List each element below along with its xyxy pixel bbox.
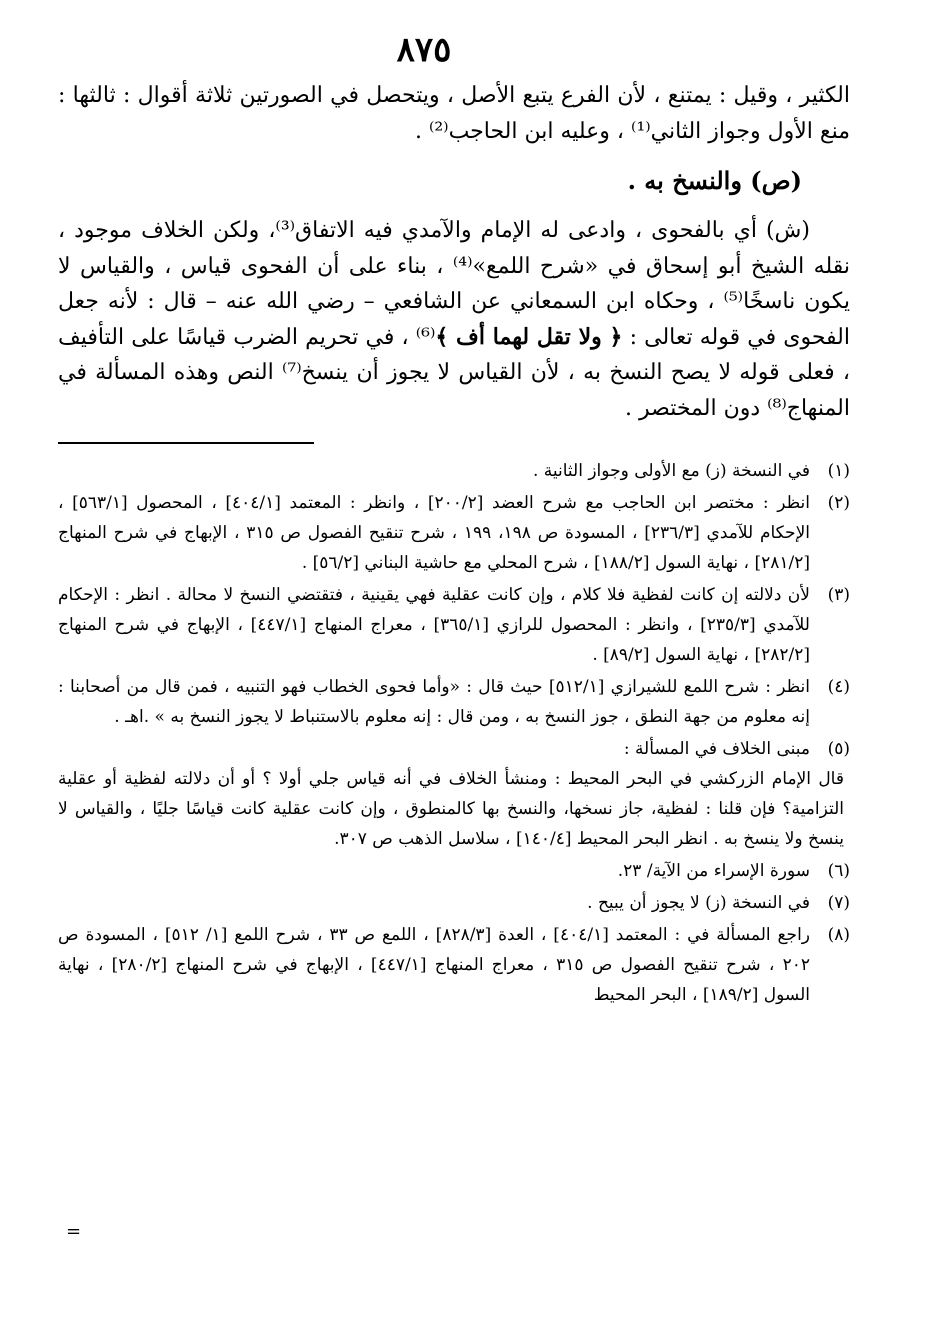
section-heading: (ص) والنسخ به . [627, 166, 802, 195]
footnote-quotation: قال الإمام الزركشي في البحر المحيط : ومنشأ الخلاف في أنه قياس جلي أولا ؟ أو أن دلالته لفظية أو عقلية التزامية؟ فإن قلنا : لفظية، جاز نسخها، والنسخ بها كالمنطوق ، وإن كانت عقلية كانت قياسًا جليًا ، والقياس لا ينسخ ولا ينسخ به . انظر البحر المحيط [١٤٠/٤] ، سلاسل الذهب ص ٣٠٧. [58, 769, 844, 849]
footnote-number: (٣) [827, 585, 850, 605]
footnote-text: في النسخة (ز) لا يجوز أن يبيح . [587, 893, 810, 913]
footnote-number: (٧) [827, 893, 850, 913]
footnote-number: (٢) [827, 493, 850, 513]
footnote-8 [58, 920, 850, 1010]
footnote-text: راجع المسألة في : المعتمد [٤٠٤/١] ، العدة [٨٢٨/٣] ، اللمع ص ٣٣ ، شرح اللمع [١/ ٥١٢] ، المسودة ص ٢٠٢ ، شرح تنقيح الفصول ص ٣١٥ ، معراج المنهاج [٤٤٧/١] ، الإبهاج في شرح المنهاج [٢٨٠/٢] ، نهاية السول [١٨٩/٢] ، البحر المحيط [58, 925, 811, 1005]
paragraph-2 [58, 213, 850, 426]
continuation-mark: = [66, 1221, 82, 1242]
footnote-number: (٦) [827, 861, 850, 881]
footnote-text: سورة الإسراء من الآية/ ٢٣. [617, 861, 810, 881]
footnote-text: في النسخة (ز) مع الأولى وجواز الثانية . [532, 461, 810, 481]
footnote-number: (١) [827, 461, 850, 481]
paragraph-2-part-1: (ش) أي بالفحوى ، وادعى له الإمام والآمدي فيه الاتفاق⁽³⁾، ولكن الخلاف موجود ، نقله الشيخ أبو إسحاق في «شرح اللمع»⁽⁴⁾ ، بناء على أن الفحوى قياس ، والقياس لا يكون ناسخًا⁽⁵⁾ ، وحكاه ابن السمعاني عن الشافعي – رضي الله عنه – قال : لأنه جعل الفحوى في قوله تعالى : [58, 218, 850, 350]
footnote-7 [58, 888, 850, 918]
footnote-separator [58, 442, 314, 444]
paragraph-2-part-2: ⁽⁶⁾ ، في تحريم الضرب قياسًا على التأفيف ، فعلى قوله لا يصح النسخ به ، لأن القياس لا يجوز أن ينسخ⁽⁷⁾ النص وهذه المسألة في المنهاج⁽⁸⁾ دون المختصر . [58, 324, 850, 421]
footnote-number: (٨) [827, 925, 850, 945]
page-number: ٨٧٥ [396, 30, 452, 70]
footnote-number: (٤) [827, 677, 850, 697]
footnote-text: انظر : شرح اللمع للشيرازي [٥١٢/١] حيث قال : «وأما فحوى الخطاب فهو التنبيه ، فمن قال من أصحابنا : إنه معلوم من جهة النطق ، جوز النسخ به ، ومن قال : إنه معلوم بالاستنباط لا يجوز النسخ به » .اهـ . [58, 677, 810, 727]
footnote-2 [58, 488, 850, 578]
footnote-text: لأن دلالته إن كانت لفظية فلا كلام ، وإن كانت عقلية فهي يقينية ، فتقتضي النسخ لا محالة . انظر : الإحكام للآمدي [٢٣٥/٣] ، وانظر : المحصول للرازي [٣٦٥/١] ، معراج المنهاج [٤٤٧/١] ، الإبهاج في شرح المنهاج [٢٨٢/٢] ، نهاية السول [٨٩/٢] . [58, 585, 810, 665]
footnote-6 [58, 856, 850, 886]
footnote-number: (٥) [827, 739, 850, 759]
quran-verse: ﴿ ولا تقل لهما أف ﴾ [435, 323, 623, 350]
paragraph-1: الكثير ، وقيل : يمتنع ، لأن الفرع يتبع الأصل ، ويتحصل في الصورتين ثلاثة أقوال : ثالثها : منع الأول وجواز الثاني⁽¹⁾ ، وعليه ابن الحاجب⁽²⁾ . [58, 83, 850, 144]
footnote-5 [58, 734, 850, 854]
page-body [58, 30, 850, 1012]
footnote-4 [58, 672, 850, 732]
footnote-3 [58, 580, 850, 670]
footnote-1 [58, 456, 850, 486]
footnote-text: مبنى الخلاف في المسألة : [623, 739, 810, 759]
footnote-text: انظر : مختصر ابن الحاجب مع شرح العضد [٢٠٠/٢] ، وانظر : المعتمد [٤٠٤/١] ، المحصول [٥٦٣/١] ، الإحكام للآمدي [٢٣٦/٣] ، المسودة ص ١٩٨، ١٩٩ ، شرح تنقيح الفصول ص ٣١٥ ، الإبهاج في شرح المنهاج [٢٨١/٢] ، نهاية السول [١٨٨/٢] ، شرح المحلي مع حاشية البناني [٥٦/٢] . [58, 493, 810, 573]
